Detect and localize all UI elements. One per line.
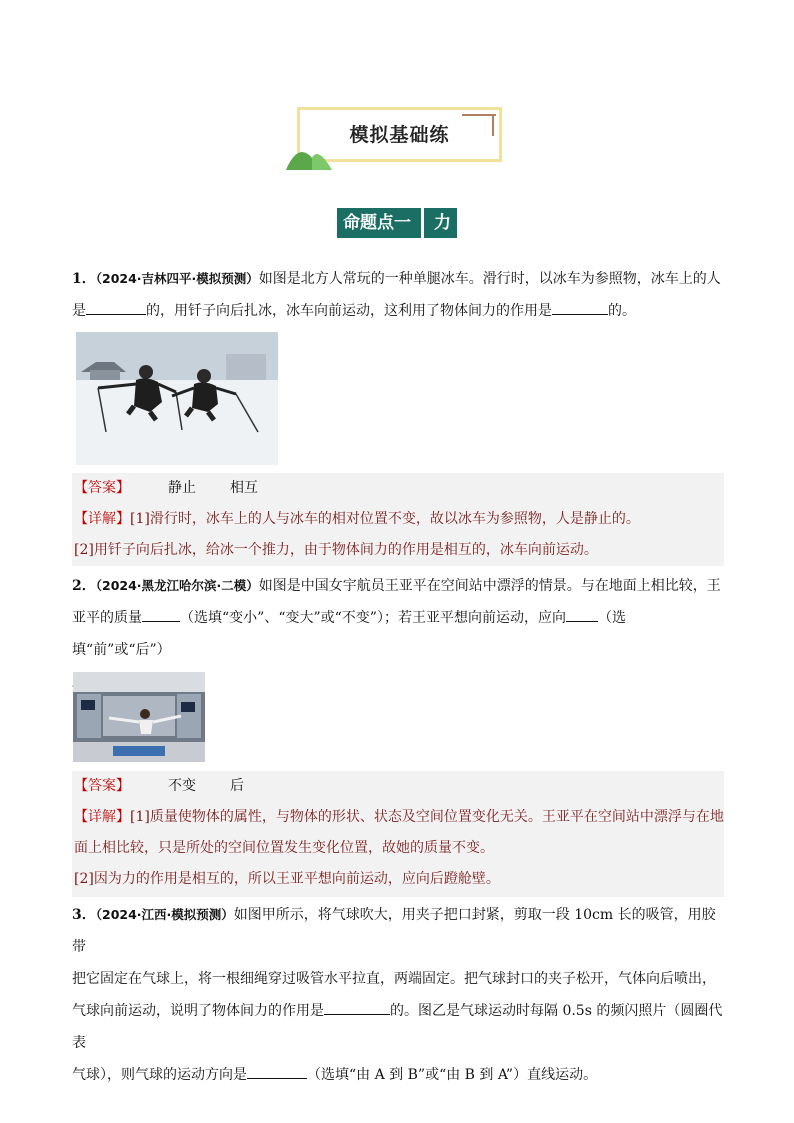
answer-blank[interactable] [86,300,146,315]
answer-box-1 [72,473,724,566]
section-label: 命题点一 [343,213,411,233]
section-divider [421,208,424,238]
question-number: 3． [72,907,96,923]
answer-value: 静止 [168,480,196,496]
question-number: 1． [72,271,96,287]
question-text: （选填“由 A 到 B”或“由 B 到 A”）直线运动。 [307,1067,598,1083]
space-station-photo [73,672,205,762]
detail-line [72,504,724,535]
question-text: （选填“变小”、“变大”或“不变”）；若王亚平想向前运动，应向 [180,610,566,626]
ice-sled-photo [76,332,278,465]
detail-text: [1]质量使物体的属性，与物体的形状、状态及空间位置变化无关。王亚平在空间站中漂浮与在地 [130,809,724,825]
question-text: 的。图乙是气球运动时每隔 0.5s 的频闪照片（圆圈代表 [72,1003,723,1051]
badge-title: 模拟基础练 [349,124,450,146]
section-title [337,208,457,238]
detail-line [72,802,724,833]
detail-line [72,864,724,895]
answer-line [72,473,724,504]
detail-tag: 【详解】 [74,809,130,825]
detail-text: [1]滑行时，冰车上的人与冰车的相对位置不变，故以冰车为参照物，人是静止的。 [130,511,640,527]
answer-blank[interactable] [324,1000,390,1015]
question-number: 2． [72,578,96,594]
detail-text: [2]因为力的作用是相互的，所以王亚平想向前运动，应向后蹬舱壁。 [74,871,500,887]
question-text: 是 [72,303,86,319]
detail-line [72,535,724,566]
answer-value: 不变 [168,778,196,794]
question-text: 气球），则气球的运动方向是 [72,1067,247,1083]
detail-text: 面上相比较，只是所处的空间位置发生变化位置，故她的质量不变。 [74,840,494,856]
detail-text: [2]用钎子向后扎冰，给冰一个推力，由于物体间力的作用是相互的，冰车向前运动。 [74,542,598,558]
question-text: 气球向前运动，说明了物体间力的作用是 [72,1003,324,1019]
answer-blank[interactable] [552,300,608,315]
badge-decoration [462,114,496,116]
question-text: 把它固定在气球上，将一根细绳穿过吸管水平拉直，两端固定。把气球封口的夹子松开，气体向后喷出， [72,971,716,987]
question-source: （2024·江西·模拟预测） [95,907,234,922]
question-source: （2024·黑龙江哈尔滨·二模） [95,578,259,593]
answer-blank[interactable] [142,607,180,622]
detail-tag: 【详解】 [74,511,130,527]
answer-tag: 【答案】 [74,480,130,496]
section-label: 力 [434,213,451,233]
question-text: 的。 [608,303,636,319]
question-text: （选填“前”或“后”） [72,610,626,658]
question-text: 的，用钎子向后扎冰，冰车向前运动，这利用了物体间力的作用是 [146,303,552,319]
answer-line [72,771,724,802]
hills-icon [284,138,334,170]
answer-blank[interactable] [247,1064,307,1079]
answer-value: 后 [230,778,244,794]
question-text: 如图是中国女宇航员王亚平在空间站中漂浮的情景。与在地面上相比较，王 [258,578,721,594]
answer-box-2 [72,771,724,897]
question-text: 如图甲所示，将气球吹大，用夹子把口封紧，剪取一段 10cm 长的吸管，用胶带 [72,907,716,955]
question-1 [72,263,724,327]
answer-blank[interactable] [566,607,598,622]
question-source: （2024·吉林四平·模拟预测） [95,271,259,286]
question-text: 亚平的质量 [72,610,142,626]
answer-tag: 【答案】 [74,778,130,794]
detail-line [72,833,724,864]
question-3 [72,899,724,1091]
question-text: 如图是北方人常玩的一种单腿冰车。滑行时，以冰车为参照物，冰车上的人 [258,271,721,287]
answer-value: 相互 [230,480,258,496]
